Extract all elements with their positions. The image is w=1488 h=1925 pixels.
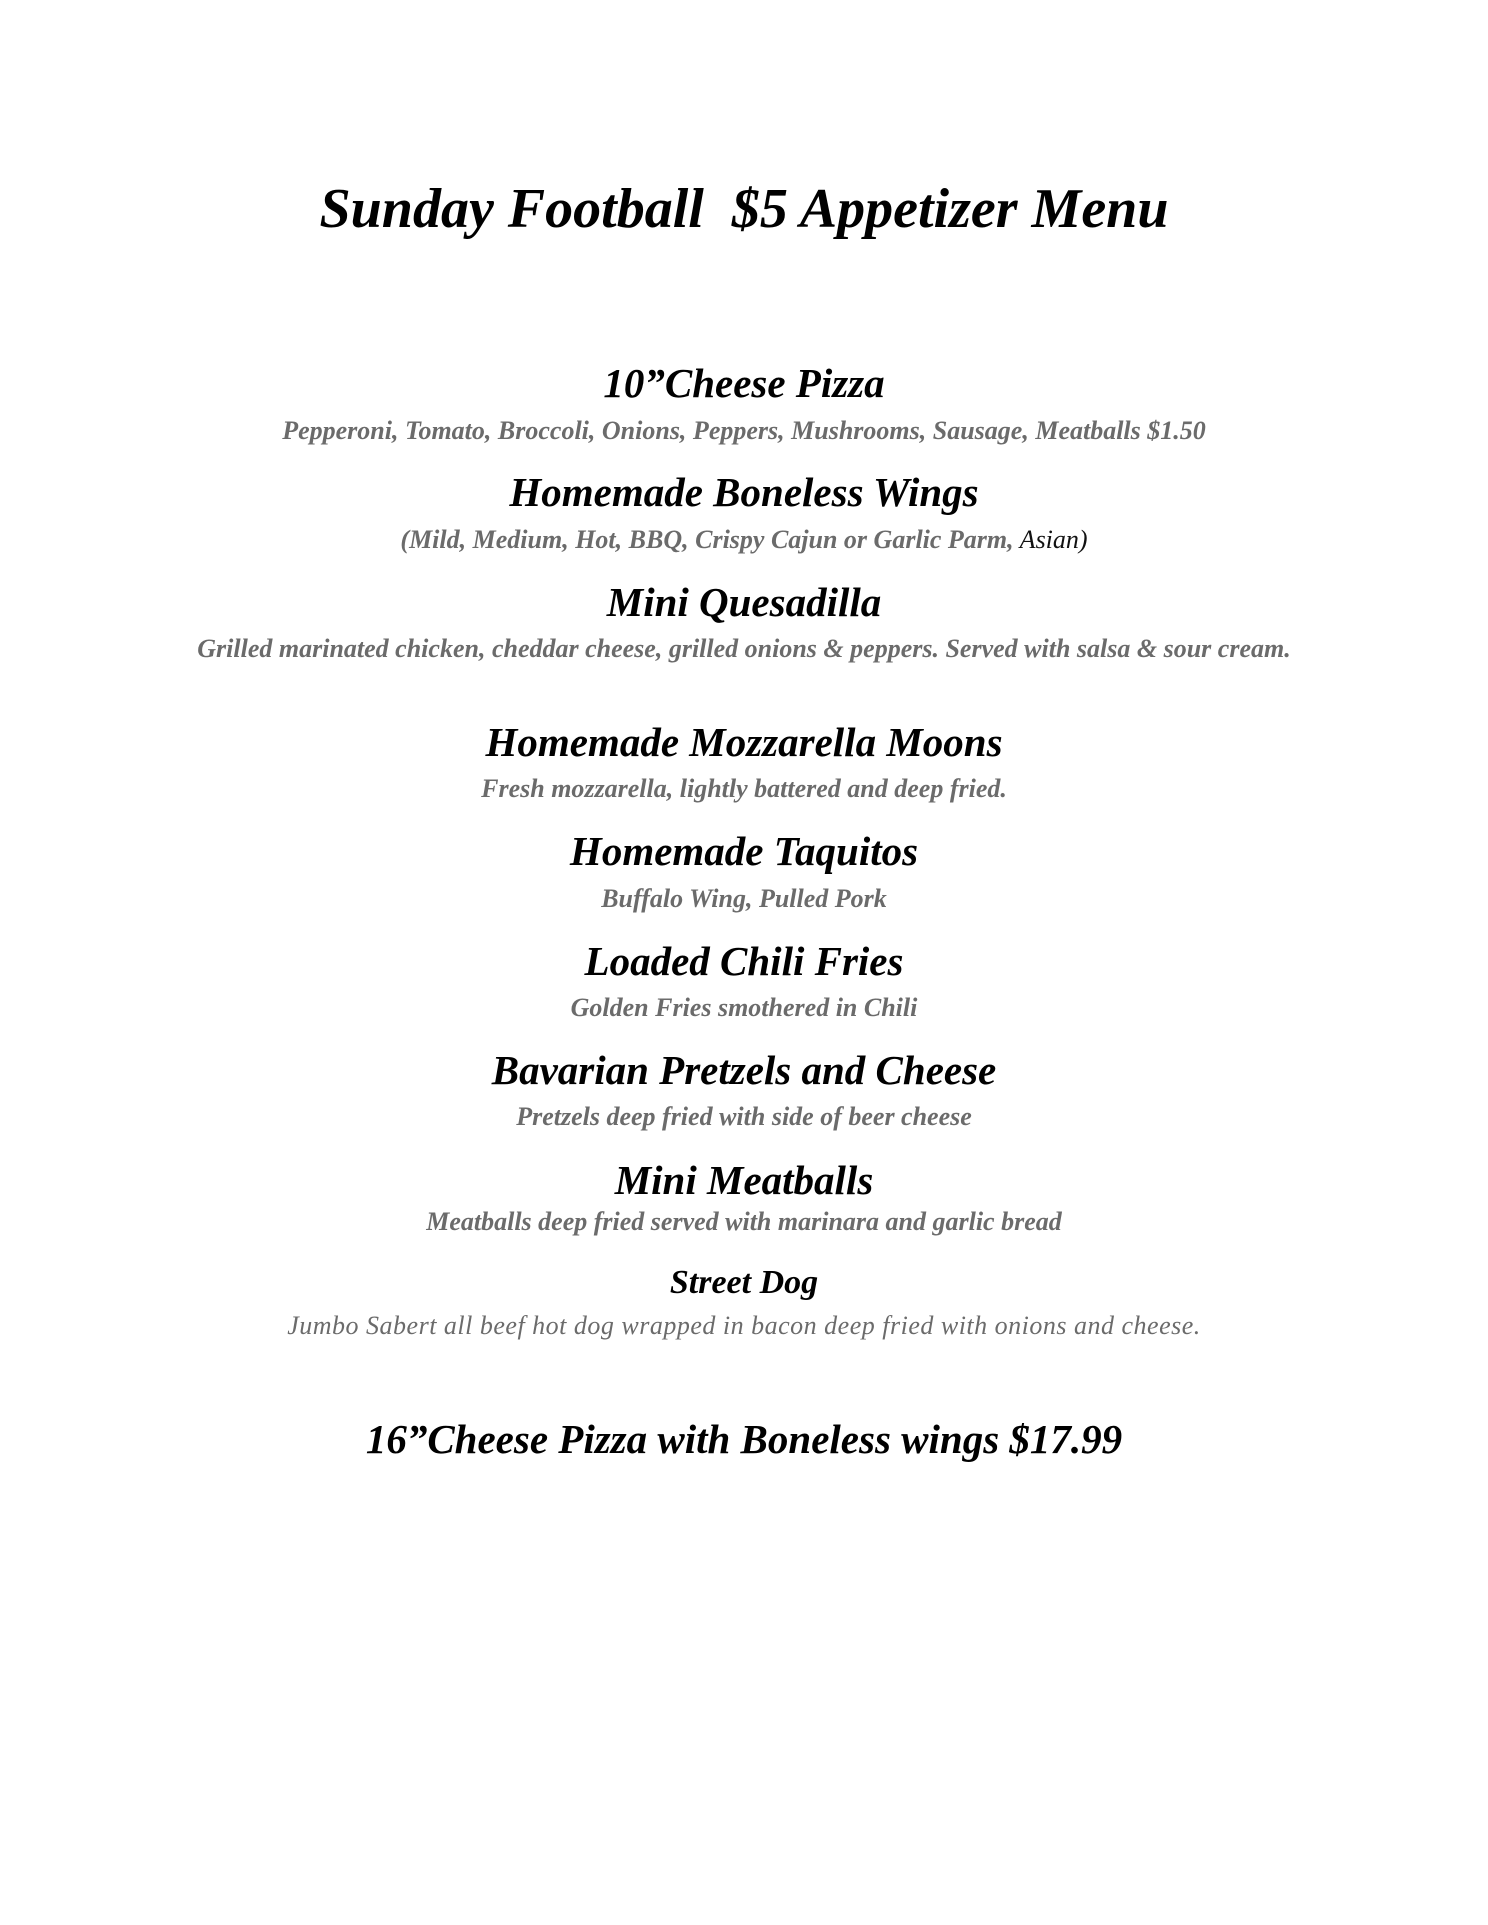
menu-item-name: Loaded Chili Fries xyxy=(584,938,904,984)
menu-item-description: Buffalo Wing, Pulled Pork xyxy=(601,884,887,913)
menu-item-description: Fresh mozzarella, lightly battered and deep fried. xyxy=(481,774,1007,803)
promo-offer: 16”Cheese Pizza with Boneless wings $17.99 xyxy=(365,1416,1123,1462)
menu-item-name: Bavarian Pretzels and Cheese xyxy=(491,1047,997,1093)
menu-title: Sunday Football $5 Appetizer Menu xyxy=(319,178,1169,240)
menu-item-description: Grilled marinated chicken, cheddar cheese, grilled onions & peppers. Served with salsa & sour cream. xyxy=(197,634,1291,663)
menu-item-description-main: (Mild, Medium, Hot, BBQ, Crispy Cajun or Garlic Parm, xyxy=(400,525,1014,554)
menu-item-description: Pretzels deep fried with side of beer cheese xyxy=(516,1102,972,1131)
menu-item-description: Jumbo Sabert all beef hot dog wrapped in bacon deep fried with onions and cheese. xyxy=(287,1311,1201,1340)
menu-item-name: Homemade Boneless Wings xyxy=(509,469,979,515)
menu-item-name: Mini Meatballs xyxy=(614,1157,874,1203)
menu-item-name: Street Dog xyxy=(669,1264,819,1301)
menu-item-description xyxy=(0,523,1488,556)
menu-item-name: Homemade Mozzarella Moons xyxy=(485,719,1003,765)
menu-item-description: Pepperoni, Tomato, Broccoli, Onions, Peppers, Mushrooms, Sausage, Meatballs $1.50 xyxy=(282,416,1206,445)
menu-item-name: 10”Cheese Pizza xyxy=(603,360,885,406)
menu-item-description-tail: Asian) xyxy=(1013,525,1088,554)
menu-item-name: Mini Quesadilla xyxy=(606,579,882,625)
menu-item-name: Homemade Taquitos xyxy=(569,828,919,874)
menu-item-description: Golden Fries smothered in Chili xyxy=(570,993,918,1022)
menu-item-description: Meatballs deep fried served with marinara and garlic bread xyxy=(426,1207,1062,1236)
